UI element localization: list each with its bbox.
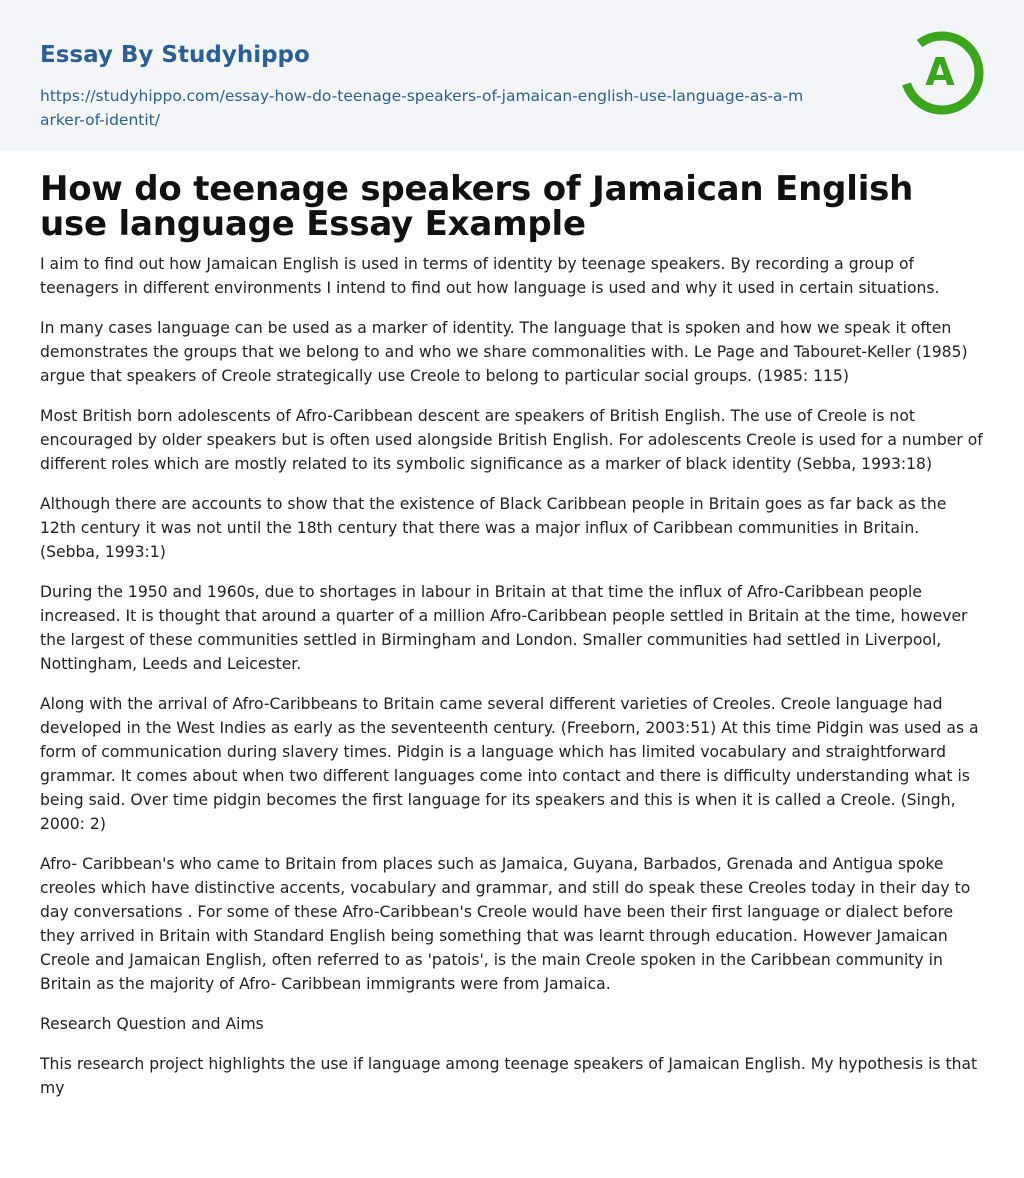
essay-paragraph: During the 1950 and 1960s, due to shortages in labour in Britain at that time the influx of Afro-Caribbean people increased. It is thought that around a quarter of a million Afro-Caribbean people settled in Britain at the time, however the largest of these communities settled in Birmingham and London. Smaller communities had settled in Liverpool, Nottingham, Leeds and Leicester. xyxy=(40,583,968,673)
essay-paragraph: Although there are accounts to show that the existence of Black Caribbean people in Britain goes as far back as the 12th century it was not until the 18th century that there was a major influx of Caribbean communities in Britain. (Sebba, 1993:1) xyxy=(40,495,947,561)
source-url-link[interactable]: https://studyhippo.com/essay-how-do-teenage-speakers-of-jamaican-english-use-language-as-a-marker-of-identit/ xyxy=(40,87,804,129)
site-header xyxy=(0,0,1024,150)
studyhippo-logo-icon[interactable] xyxy=(899,30,985,116)
site-brand[interactable]: Essay By Studyhippo xyxy=(40,42,310,68)
logo-letter: A xyxy=(925,50,955,94)
essay-paragraph: Most British born adolescents of Afro-Caribbean descent are speakers of British English. The use of Creole is not encouraged by older speakers but is often used alongside British English. For adolescents Creole is used for a number of different roles which are mostly related to its symbolic significance as a marker of black identity (Sebba, 1993:18) xyxy=(40,407,983,473)
essay-paragraph: Along with the arrival of Afro-Caribbeans to Britain came several different varieties of Creoles. Creole language had developed in the West Indies as early as the seventeenth century. (Freeborn, 2003:51) At this time Pidgin was used as a form of communication during slavery times. Pidgin is a language which has limited vocabulary and straightforward grammar. It comes about when two different languages come into contact and there is difficulty understanding what is being said. Over time pidgin becomes the first language for its speakers and this is when it is called a Creole. (Singh, 2000: 2) xyxy=(40,695,979,833)
essay-paragraph: Research Question and Aims xyxy=(40,1015,264,1033)
essay-paragraph: This research project highlights the use if language among teenage speakers of Jamaican English. My hypothesis is that my xyxy=(40,1055,978,1097)
essay-body xyxy=(40,252,984,1100)
essay-paragraph: I aim to find out how Jamaican English is used in terms of identity by teenage speakers. By recording a group of teenagers in different environments I intend to find out how language is used and why it used in certain situations. xyxy=(40,255,940,297)
essay-paragraph: Afro- Caribbean's who came to Britain from places such as Jamaica, Guyana, Barbados, Grenada and Antigua spoke creoles which have distinctive accents, vocabulary and grammar, and still do speak these Creoles today in their day to day conversations . For some of these Afro-Caribbean's Creole would have been their first language or dialect before they arrived in Britain with Standard English being something that was learnt through education. However Jamaican Creole and Jamaican English, often referred to as 'patois', is the main Creole spoken in the Caribbean community in Britain as the majority of Afro- Caribbean immigrants were from Jamaica. xyxy=(40,855,971,993)
article xyxy=(0,169,1024,1100)
essay-title: How do teenage speakers of Jamaican English use language Essay Example xyxy=(40,169,914,244)
essay-paragraph: In many cases language can be used as a marker of identity. The language that is spoken and how we speak it often demonstrates the groups that we belong to and who we share commonalities with. Le Page and Tabouret-Keller (1985) argue that speakers of Creole strategically use Creole to belong to particular social groups. (1985: 115) xyxy=(40,319,968,385)
